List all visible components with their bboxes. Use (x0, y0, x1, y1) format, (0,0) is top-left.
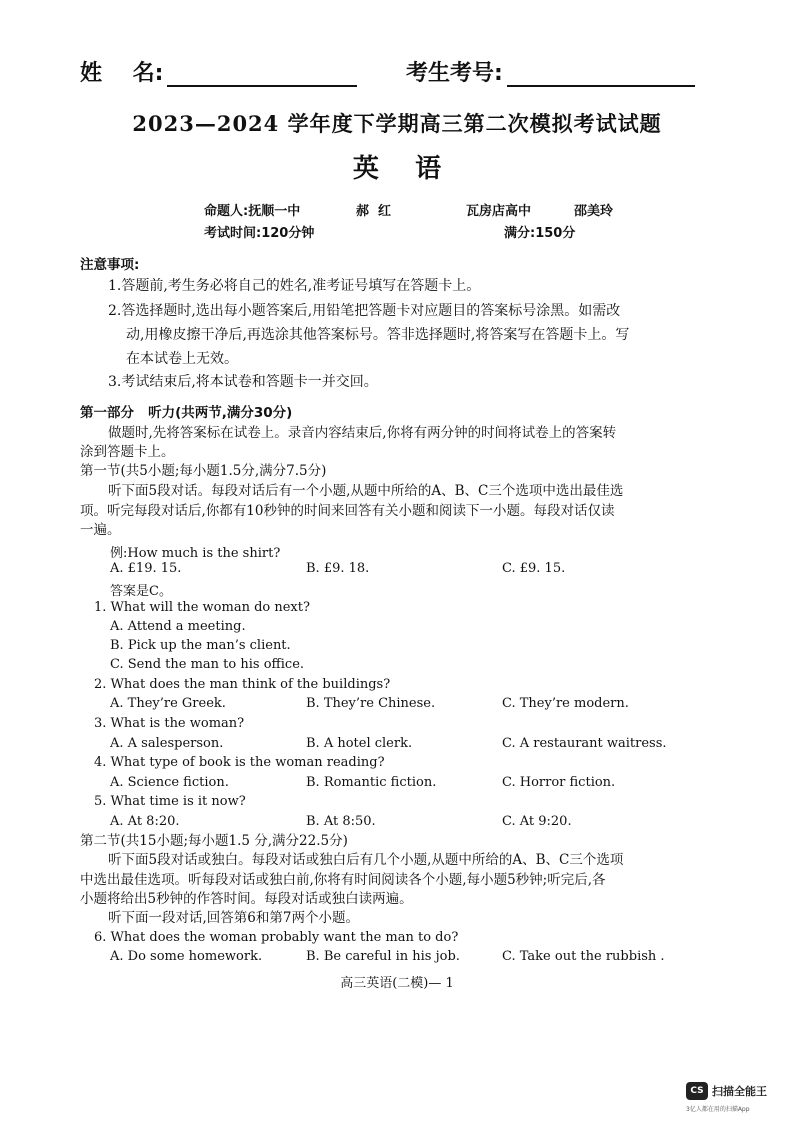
exam-number-field (406, 56, 695, 87)
section2-intro: 听下面5段对话或独白。每段对话或独白后有几个小题,从题中所给的A、B、C三个选项 (108, 852, 624, 868)
exam-number-label: 考生考号: (406, 61, 503, 86)
example-answer: 答案是C。 (110, 584, 172, 599)
question-6-option-c: C. Take out the rubbish . (502, 949, 665, 964)
question-2-option-c: C. They’re modern. (502, 696, 629, 711)
question-1-option-b: B. Pick up the man’s client. (110, 638, 291, 653)
section1-title: 第一节(共5小题;每小题1.5分,满分7.5分) (80, 463, 327, 479)
exam-title: 2023—2024 学年度下学期高三第二次模拟考试试题 (132, 111, 662, 136)
exam-number-blank-line (507, 63, 695, 87)
part1-title: 第一部分 听力(共两节,满分30分) (80, 405, 293, 421)
question-3-option-a: A. A salesperson. (110, 736, 224, 751)
example-option-c: C. £9. 15. (502, 561, 566, 576)
section2-intro-cont: 小题将给出5秒钟的作答时间。每段对话或独白读两遍。 (80, 891, 413, 907)
notice-item-2-cont: 在本试卷上无效。 (126, 351, 238, 367)
watermark-tagline: 3亿人都在用的扫描App (686, 1106, 750, 1113)
question-6: 6. What does the woman probably want the man to do? (94, 930, 459, 945)
subject-title: 英 语 (352, 154, 442, 184)
question-3-option-c: C. A restaurant waitress. (502, 736, 667, 751)
page-footer: 高三英语(二模)— 1 (340, 976, 454, 991)
section1-intro: 听下面5段对话。每段对话后有一个小题,从题中所给的A、B、C三个选项中选出最佳选 (108, 483, 624, 499)
section2-intro-cont: 中选出最佳选项。听每段对话或独白前,你将有时间阅读各个小题,每小题5秒钟;听完后,各 (80, 872, 606, 888)
question-2-option-b: B. They’re Chinese. (306, 696, 436, 711)
question-5: 5. What time is it now? (94, 794, 246, 809)
name-field (80, 56, 357, 87)
student-info-row (80, 56, 720, 88)
full-score: 满分:150分 (504, 226, 576, 241)
question-2: 2. What does the man think of the buildings? (94, 677, 391, 692)
notice-title: 注意事项: (80, 257, 140, 273)
question-5-option-c: C. At 9:20. (502, 814, 572, 829)
example-question: 例:How much is the shirt? (110, 546, 281, 561)
name-label: 姓 名: (80, 61, 164, 86)
question-1-option-c: C. Send the man to his office. (110, 657, 305, 672)
scanner-watermark (686, 1076, 786, 1116)
author-label: 命题人:抚顺一中 (204, 204, 301, 219)
section2-instruction: 听下面一段对话,回答第6和第7两个小题。 (108, 910, 359, 926)
name-blank-line (167, 63, 357, 87)
question-3: 3. What is the woman? (94, 716, 245, 731)
question-4-option-c: C. Horror fiction. (502, 775, 616, 790)
question-2-option-a: A. They’re Greek. (110, 696, 226, 711)
notice-item-1: 1.答题前,考生务必将自己的姓名,准考证号填写在答题卡上。 (108, 278, 481, 294)
notice-item-3: 3.考试结束后,将本试卷和答题卡一并交回。 (108, 374, 378, 390)
question-4-option-b: B. Romantic fiction. (306, 775, 437, 790)
camscanner-logo-icon: CS (686, 1082, 708, 1100)
question-6-option-b: B. Be careful in his job. (306, 949, 460, 964)
notice-item-2-cont: 动,用橡皮擦干净后,再选涂其他答案标号。答非选择题时,将答案写在答题卡上。写 (126, 327, 630, 343)
section2-title: 第二节(共15小题;每小题1.5 分,满分22.5分) (80, 833, 348, 849)
author-1: 郝 红 (356, 204, 392, 219)
question-3-option-b: B. A hotel clerk. (306, 736, 413, 751)
question-5-option-b: B. At 8:50. (306, 814, 376, 829)
question-4-option-a: A. Science fiction. (110, 775, 229, 790)
part1-intro-cont: 涂到答题卡上。 (80, 444, 175, 460)
author-2: 邵美玲 (574, 204, 614, 219)
example-option-b: B. £9. 18. (306, 561, 370, 576)
question-6-option-a: A. Do some homework. (110, 949, 263, 964)
question-1-option-a: A. Attend a meeting. (110, 619, 246, 634)
section1-intro-cont: 一遍。 (80, 522, 121, 538)
question-5-option-a: A. At 8:20. (110, 814, 180, 829)
exam-time: 考试时间:120分钟 (204, 226, 315, 241)
author-school-2: 瓦房店高中 (466, 204, 532, 219)
question-1: 1. What will the woman do next? (94, 600, 310, 615)
watermark-name: 扫描全能王 (712, 1085, 767, 1098)
question-4: 4. What type of book is the woman reading? (94, 755, 385, 770)
example-option-a: A. £19. 15. (110, 561, 182, 576)
part1-intro: 做题时,先将答案标在试卷上。录音内容结束后,你将有两分钟的时间将试卷上的答案转 (108, 425, 617, 441)
notice-item-2: 2.答选择题时,选出每小题答案后,用铅笔把答题卡对应题目的答案标号涂黑。如需改 (108, 303, 621, 319)
section1-intro-cont: 项。听完每段对话后,你都有10秒钟的时间来回答有关小题和阅读下一小题。每段对话仅读 (80, 503, 615, 519)
